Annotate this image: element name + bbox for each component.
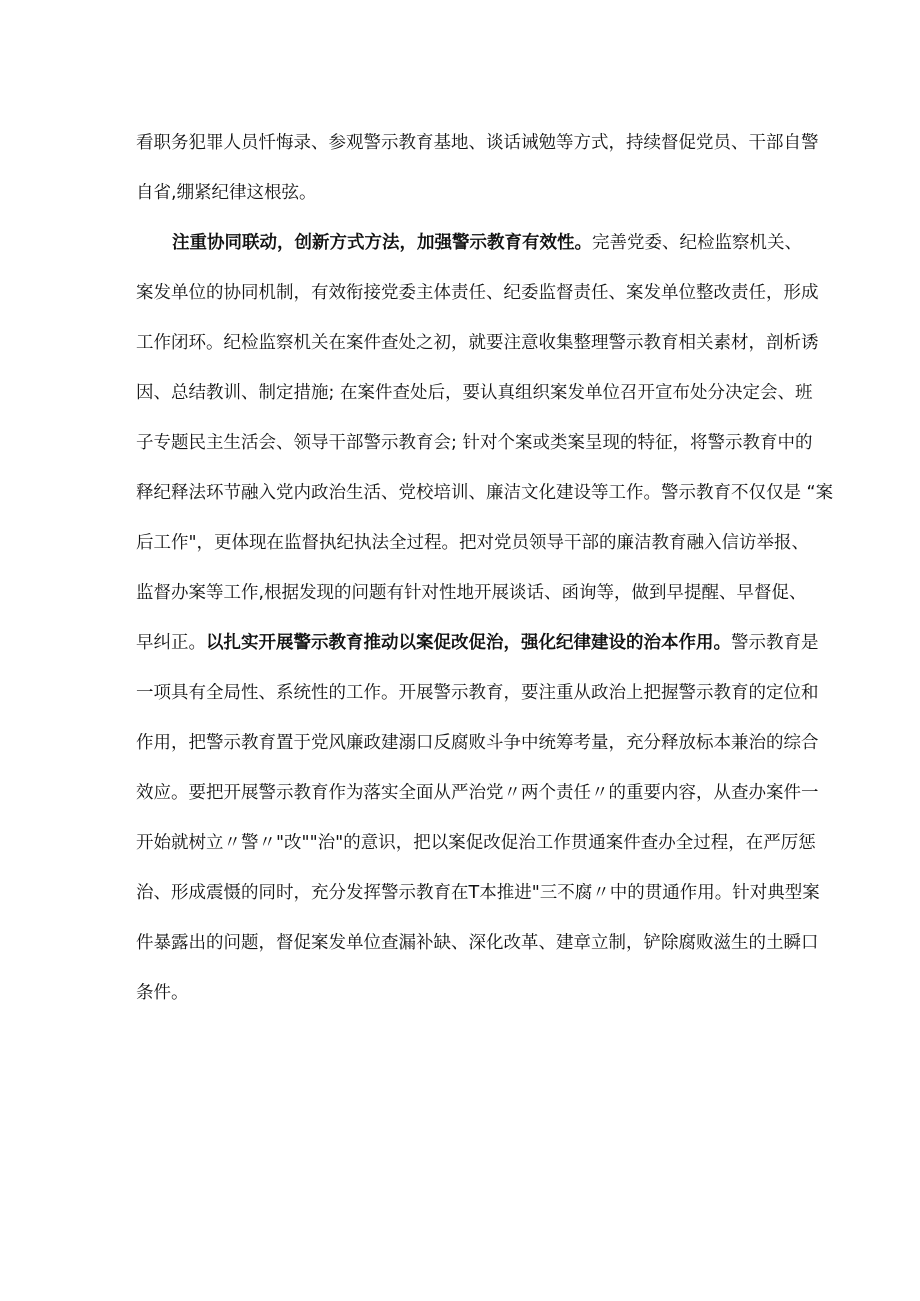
line-text: 开始就树立〃警〃"改""治"的意识，把以案促改促治工作贯通案件查办全过程，在严厉惩 (136, 833, 816, 853)
bold-heading-text: 以扎实开展警示教育推动以案促改促治，强化纪律建设的治本作用。 (206, 633, 731, 653)
paragraph-line (136, 481, 834, 505)
line-text: 作用，把警示教育置于党风廉政建溺口反腐败斗争中统筹考量，充分释放标本兼治的综合 (136, 733, 819, 753)
paragraph-line (136, 781, 819, 805)
paragraph-line (136, 531, 810, 555)
line-text: 自省,绷紧纪律这根弦。 (136, 183, 317, 203)
paragraph-line (136, 581, 807, 605)
line-text: 工作闭环。纪检监察机关在案件查处之初，就要注意收集整理警示教育相关素材，剖析诱 (136, 333, 819, 353)
paragraph-line (136, 381, 813, 405)
line-text: 早纠正。 (136, 633, 206, 653)
paragraph-line (136, 831, 816, 855)
line-text: 一项具有全局性、系统性的工作。开展警示教育，要注重从政治上把握警示教育的定位和 (136, 683, 819, 703)
paragraph-line (136, 431, 813, 455)
line-text: 治、形成震慑的同时，充分发挥警示教育在T本推进"三不腐〃中的贯通作用。针对典型案 (136, 883, 820, 903)
paragraph-line (136, 181, 796, 205)
paragraph-line (136, 881, 820, 905)
paragraph-line (136, 331, 819, 355)
paragraph-line (172, 231, 802, 255)
line-text: 效应。要把开展警示教育作为落实全面从严治党〃两个责任〃的重要内容，从查办案件一 (136, 783, 819, 803)
paragraph-line (136, 931, 819, 955)
bold-heading-text: 注重协同联动，创新方式方法，加强警示教育有效性。 (172, 233, 592, 253)
line-text: 警示教育是 (731, 633, 819, 653)
paragraph-line (136, 681, 819, 705)
line-text: 完善党委、纪检监察机关、 (592, 233, 802, 253)
line-text: 后工作"，更体现在监督执纪执法全过程。把对党员领导干部的廉洁教育融入信访举报、 (136, 533, 810, 553)
line-text: 件暴露出的问题，督促案发单位查漏补缺、深化改革、建章立制，铲除腐败滋生的土瞬口 (136, 933, 819, 953)
paragraph-line (136, 131, 819, 155)
line-text: 监督办案等工作,根据发现的问题有针对性地开展谈话、函询等，做到早提醒、早督促、 (136, 583, 807, 603)
line-text: 看职务犯罪人员忏悔录、参观警示教育基地、谈话诫勉等方式，持续督促党员、干部自警 (136, 133, 819, 153)
line-text: 条件。 (136, 983, 189, 1003)
paragraph-line (136, 731, 819, 755)
line-text: 案发单位的协同机制，有效衔接党委主体责任、纪委监督责任、案发单位整改责任，形成 (136, 283, 819, 303)
paragraph-line (136, 981, 796, 1005)
paragraph-line (136, 281, 819, 305)
line-text: 释纪释法环节融入党内政治生活、党校培训、廉洁文化建设等工作。警示教育不仅仅是 “案 (136, 483, 834, 503)
line-text: 子专题民主生活会、领导干部警示教育会; 针对个案或类案呈现的特征，将警示教育中的 (136, 433, 813, 453)
paragraph-line (136, 631, 819, 655)
line-text: 因、总结教训、制定措施; 在案件查处后，要认真组织案发单位召开宣布处分决定会、班 (136, 383, 813, 403)
